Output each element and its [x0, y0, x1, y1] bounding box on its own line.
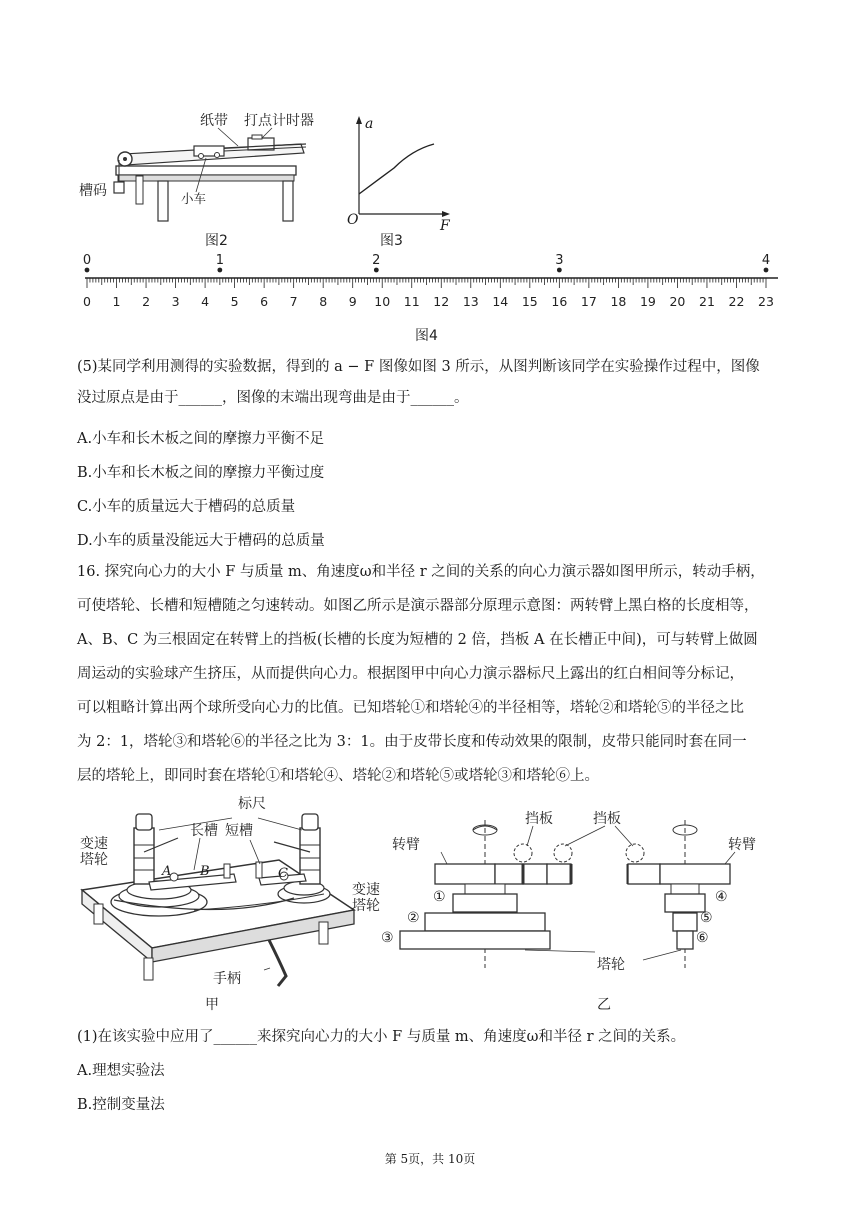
q16-line-7: 层的塔轮上，即同时套在塔轮①和塔轮④、塔轮②和塔轮⑤或塔轮③和塔轮⑥上。 — [77, 768, 599, 784]
yi-label-tower: 塔轮 — [597, 957, 625, 973]
q16-line-6: 为 2：1，塔轮③和塔轮⑥的半径之比为 3：1。由于皮带长度和传动效果的限制，皮带只能同时套在同一 — [77, 734, 747, 750]
tape-dot — [374, 268, 379, 273]
q15-part5 — [77, 352, 787, 414]
jia-label-speed-wheel-right: 变速塔轮 — [352, 882, 380, 914]
yi-label-baffle-2: 挡板 — [593, 811, 621, 827]
yi-label-arm-left: 转臂 — [392, 837, 420, 853]
ruler-cm-label: 23 — [758, 294, 774, 309]
tape-count-label: 2 — [372, 253, 381, 268]
yi-wheel-3: ③ — [381, 930, 394, 946]
page-footer: 第 5页，共 10页 — [384, 1152, 476, 1166]
jia-label-b: B — [200, 864, 210, 879]
q16-1-option-b: B.控制变量法 — [77, 1097, 165, 1113]
jia-label-c: C — [278, 866, 288, 881]
ruler-cm-label: 13 — [462, 294, 479, 309]
fig3-origin: O — [347, 212, 359, 228]
q16-1-question: (1)在该实验中应用了______来探究向心力的大小 F 与质量 m、角速度ω和半径 r 之间的关系。 — [77, 1029, 686, 1045]
ruler-cm-label: 3 — [171, 294, 180, 309]
fig2-caption: 图2 — [205, 233, 228, 249]
yi-label-baffle-1: 挡板 — [525, 811, 553, 827]
ruler-cm-label: 1 — [112, 294, 121, 309]
tape-count-label: 0 — [82, 253, 92, 268]
fig3-caption: 图3 — [380, 233, 403, 249]
ruler-cm-label: 22 — [728, 294, 745, 309]
fig3-axis-x: F — [440, 218, 450, 234]
ruler-cm-label: 20 — [669, 294, 686, 309]
q15-5-option-c: C.小车的质量远大于槽码的总质量 — [77, 499, 296, 515]
ruler-graphic — [0, 248, 860, 318]
jia-label-a: A — [162, 864, 172, 879]
yi-caption: 乙 — [597, 997, 611, 1013]
figure-yi-schematic — [395, 800, 785, 970]
tape-dot — [217, 268, 222, 273]
fig2-label-weight: 槽码 — [79, 183, 107, 199]
ruler-cm-label: 11 — [403, 294, 420, 309]
ruler-cm-label: 0 — [83, 294, 91, 309]
tape-count-label: 4 — [761, 253, 771, 268]
jia-label-handle: 手柄 — [213, 971, 241, 987]
q16-line-4: 周运动的实验球产生挤压，从而提供向心力。根据图甲中向心力演示器标尺上露出的红白相间等分标记， — [77, 666, 744, 682]
figure-4-ruler — [0, 248, 860, 318]
q16-line-2: 可使塔轮、长槽和短槽随之匀速转动。如图乙所示是演示器部分原理示意图：两转臂上黑白格的长度相等， — [77, 598, 759, 614]
yi-label-arm-right: 转臂 — [728, 837, 756, 853]
ruler-cm-label: 21 — [699, 294, 715, 309]
tape-dot — [764, 268, 769, 273]
ruler-cm-label: 16 — [551, 294, 568, 309]
yi-wheel-4: ④ — [715, 889, 728, 905]
q16-line-3: A、B、C 为三根固定在转臂上的挡板(长槽的长度为短槽的 2 倍，挡板 A 在长槽正中间)，可与转臂上做圆 — [77, 632, 758, 648]
fig2-label-cart: 小车 — [181, 191, 207, 206]
ruler-cm-label: 2 — [142, 294, 151, 309]
q15-5-option-a: A.小车和长木板之间的摩擦力平衡不足 — [77, 431, 325, 447]
ruler-cm-label: 18 — [610, 294, 627, 309]
q15-5-line2: 没过原点是由于______，图像的末端出现弯曲是由于______。 — [77, 390, 469, 406]
ruler-cm-label: 17 — [580, 294, 597, 309]
ruler-cm-label: 5 — [230, 294, 239, 309]
ruler-cm-label: 7 — [289, 294, 298, 309]
fig4-caption: 图4 — [415, 328, 438, 344]
ruler-cm-label: 6 — [260, 294, 269, 309]
yi-wheel-1: ① — [433, 889, 446, 905]
q16-line-1: 16. 探究向心力的大小 F 与质量 m、角速度ω和半径 r 之间的关系的向心力演示器如图甲所示，转动手柄， — [77, 564, 765, 580]
q16-stem — [77, 555, 787, 793]
q16-line-5: 可以粗略计算出两个球所受向心力的比值。已知塔轮①和塔轮④的半径相等，塔轮②和塔轮⑤的半径之比 — [77, 700, 744, 716]
tape-dot — [557, 268, 562, 273]
ruler-cm-label: 8 — [319, 294, 328, 309]
ruler-cm-label: 10 — [374, 294, 391, 309]
q16-1-option-a: A.理想实验法 — [77, 1063, 165, 1079]
figure-jia-apparatus — [74, 790, 374, 990]
ruler-cm-label: 19 — [639, 294, 656, 309]
q15-5-line1: (5)某同学利用测得的实验数据，得到的 a − F 图像如图 3 所示，从图判断该同学在实验操作过程中，图像 — [77, 359, 760, 375]
ruler-cm-label: 12 — [433, 294, 450, 309]
tape-count-label: 1 — [215, 253, 224, 268]
yi-wheel-6: ⑥ — [696, 930, 709, 946]
fig2-label-timer: 打点计时器 — [244, 113, 314, 129]
fig3-axis-y: a — [365, 116, 374, 132]
ruler-cm-label: 4 — [201, 294, 210, 309]
jia-label-ruler: 标尺 — [238, 796, 266, 812]
jia-caption: 甲 — [205, 997, 219, 1013]
jia-label-long-groove: 长槽 — [190, 823, 218, 839]
ruler-cm-label: 15 — [521, 294, 538, 309]
fig2-label-paper-tape: 纸带 — [200, 113, 228, 129]
yi-wheel-2: ② — [407, 910, 420, 926]
q15-5-option-d: D.小车的质量没能远大于槽码的总质量 — [77, 533, 325, 549]
ruler-cm-label: 14 — [492, 294, 509, 309]
tape-count-label: 3 — [555, 253, 564, 268]
ruler-cm-label: 9 — [348, 294, 357, 309]
jia-label-speed-wheel-left: 变速塔轮 — [80, 836, 108, 868]
jia-label-short-groove: 短槽 — [225, 823, 253, 839]
tape-dot — [85, 268, 90, 273]
yi-wheel-5: ⑤ — [700, 910, 713, 926]
q15-5-option-b: B.小车和长木板之间的摩擦力平衡过度 — [77, 465, 325, 481]
